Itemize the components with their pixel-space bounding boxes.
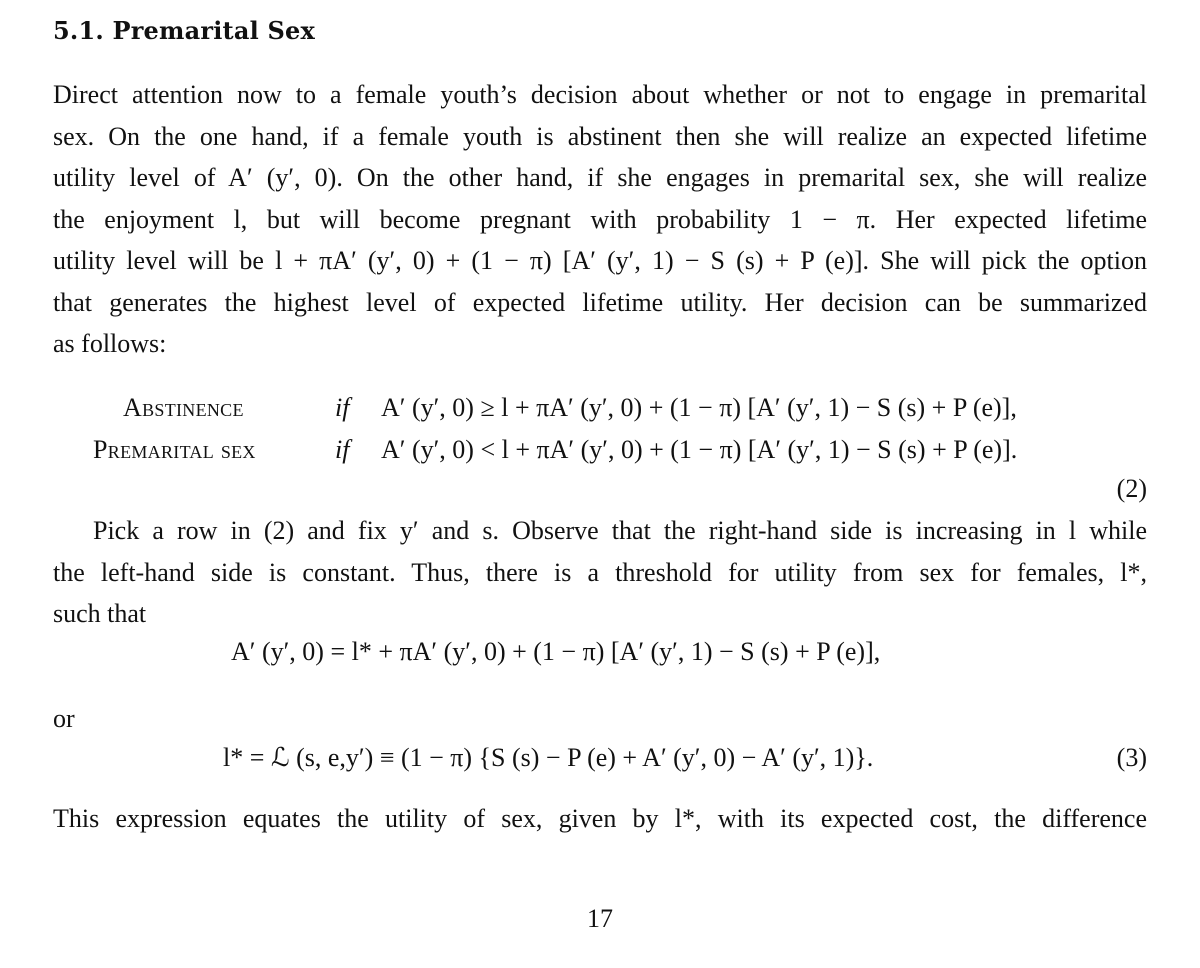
equation3-number: (3) [1116,743,1147,772]
threshold-equation: A′ (y′, 0) = l* + πA′ (y′, 0) + (1 − π) [A′ (y′, 1) − S (s) + P (e)], [231,637,881,666]
text-line: utility level will be l + πA′ (y′, 0) + (1 − π) [A′ (y′, 1) − S (s) + P (e)]. She will pick the option [53,246,1147,275]
section-heading: 5.1. Premarital Sex [53,16,315,45]
text-line: that generates the highest level of expected lifetime utility. Her decision can be summarized [53,287,1147,317]
paragraph-expected-cost [53,798,1147,840]
text-line: This expression equates the utility of sex, given by l*, with its expected cost, the difference [53,804,1147,833]
connector-text: or [53,704,75,733]
text-line: as follows: [53,329,167,358]
paragraph-threshold [53,510,1147,635]
text-line: Direct attention now to a female youth’s decision about whether or not to engage in premarital [53,80,1147,109]
text-line: Pick a row in (2) and fix y′ and s. Observe that the right-hand side is increasing in l while [93,516,1147,545]
page-number: 17 [587,904,613,933]
equation3-expression: l* = ℒ (s, e,y′) ≡ (1 − π) {S (s) − P (e) + A′ (y′, 0) − A′ (y′, 1)}. [223,743,874,772]
equation2-row1-label: Abstinence [123,393,244,422]
equation2-row2-expression: A′ (y′, 0) < l + πA′ (y′, 0) + (1 − π) [A′ (y′, 1) − S (s) + P (e)]. [381,435,1018,464]
text-line: the left-hand side is constant. Thus, there is a threshold for utility from sex for females, l*, [53,557,1147,587]
equation2-row1-condition: if [335,393,350,422]
text-line: sex. On the one hand, if a female youth is abstinent then she will realize an expected lifetime [53,121,1147,151]
text-line: such that [53,599,147,628]
equation2-row2-condition: if [335,435,350,464]
equation2-number: (2) [1116,474,1147,503]
equation2-row1-expression: A′ (y′, 0) ≥ l + πA′ (y′, 0) + (1 − π) [A′ (y′, 1) − S (s) + P (e)], [381,393,1017,422]
text-line: the enjoyment l, but will become pregnant with probability 1 − π. Her expected lifetime [53,204,1147,234]
equation2-row2-label: Premarital sex [93,435,256,464]
paragraph-decision [53,74,1147,365]
text-line: utility level of A′ (y′, 0). On the other hand, if she engages in premarital sex, she will realize [53,163,1147,192]
